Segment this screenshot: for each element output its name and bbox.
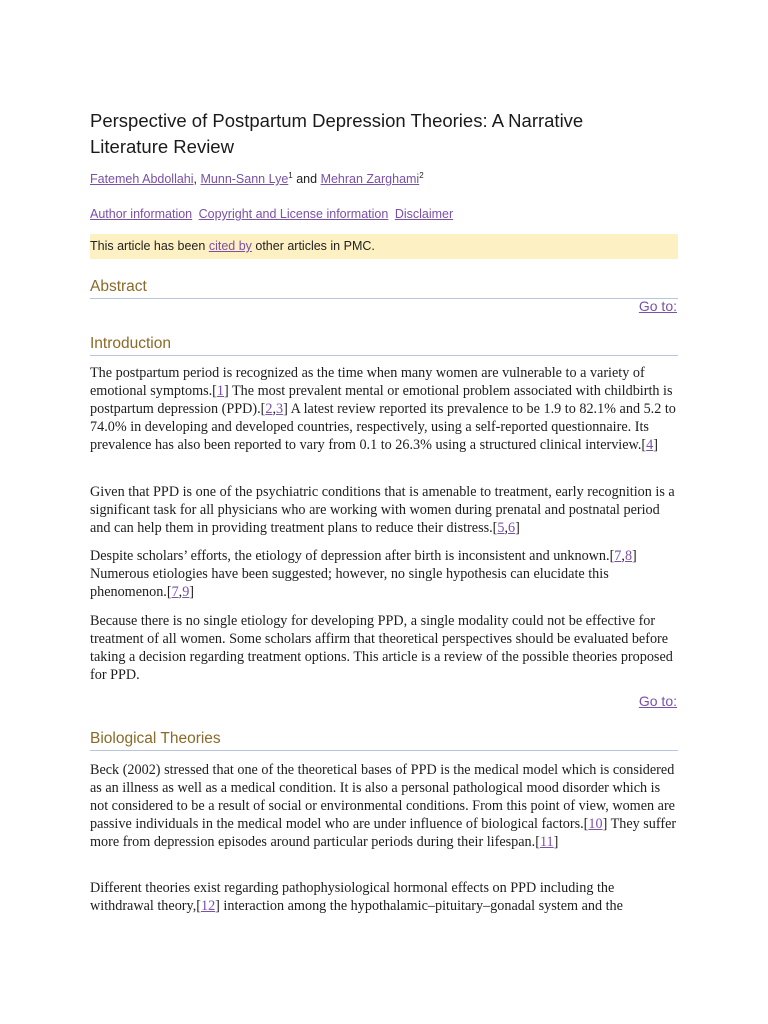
reference-link[interactable]: 7 <box>171 584 179 600</box>
disclaimer-link[interactable]: Disclaimer <box>394 207 454 221</box>
paragraph <box>90 761 678 851</box>
reference-link[interactable]: 8 <box>624 548 633 564</box>
reference-link[interactable]: 10 <box>588 816 603 832</box>
cited-prefix: This article has been <box>90 239 209 253</box>
section-heading-biological-theories: Biological Theories <box>90 729 678 751</box>
author-separator-and: and <box>292 172 321 187</box>
paragraph-text: The postpartum period is recognized as the time when many women are vulnerable to a variety of emotional symptoms.[ <box>90 365 645 399</box>
paragraph-text: , <box>504 520 509 536</box>
reference-link[interactable]: 9 <box>182 584 190 600</box>
paragraph <box>90 483 678 537</box>
copyright-link[interactable]: Copyright and License information <box>198 207 389 221</box>
section-heading-abstract: Abstract <box>90 277 678 299</box>
section-heading-introduction: Introduction <box>90 334 678 356</box>
author-link-3[interactable]: Mehran Zarghami <box>320 172 420 187</box>
paragraph-text: Beck (2002) stressed that one of the theoretical bases of PPD is the medical model which is considered as an illness as well as a medical condition. It is also a personal pathological mood disorder which is not considered to be a result of social or environmental conditions. From this point of view, women are passive individuals in the medical model who are under influence of biological factors.[ <box>90 762 675 832</box>
reference-link[interactable]: 5 <box>497 520 505 536</box>
paragraph <box>90 547 678 601</box>
reference-link[interactable]: 6 <box>508 520 516 536</box>
reference-link[interactable]: 1 <box>216 383 224 399</box>
reference-link[interactable]: 4 <box>646 437 654 453</box>
paragraph-text: ] Numerous etiologies have been suggested; however, no single hypothesis can elucidate this phenomenon.[ <box>90 548 637 600</box>
cited-by-banner <box>90 234 678 259</box>
paragraph <box>90 612 678 684</box>
paragraph-text: Different theories exist regarding pathophysiological hormonal effects on PPD including the withdrawal theory,[ <box>90 880 615 914</box>
paragraph-text: , <box>272 401 276 417</box>
reference-link[interactable]: 7 <box>614 548 622 564</box>
author-link-1[interactable]: Fatemeh Abdollahi <box>90 172 194 187</box>
goto-link[interactable]: Go to: <box>638 693 677 709</box>
author-link-2[interactable]: Munn-Sann Lye <box>200 172 289 187</box>
paragraph-text: , <box>178 584 183 600</box>
article-title: Perspective of Postpartum Depression Theories: A Narrative Literature Review <box>90 110 584 157</box>
article-meta-links <box>90 207 456 221</box>
reference-link[interactable]: 3 <box>276 401 284 417</box>
paragraph <box>90 879 678 915</box>
goto-link[interactable]: Go to: <box>638 298 677 314</box>
reference-link[interactable]: 2 <box>265 401 273 417</box>
cited-suffix: other articles in PMC. <box>251 239 375 253</box>
cited-by-link[interactable]: cited by <box>208 239 252 253</box>
paragraph-text: ] <box>653 437 658 453</box>
paragraph-text: ] They suffer more from depression episodes around particular periods during their lifespan.[ <box>90 816 677 850</box>
author-information-link[interactable]: Author information <box>90 207 193 221</box>
author-affiliation-2: 2 <box>419 171 424 180</box>
paragraph-text: , <box>621 548 625 564</box>
paragraph-text: ] <box>515 520 520 536</box>
author-separator: , <box>193 172 201 187</box>
paragraph-text: ] The most prevalent mental or emotional problem associated with childbirth is postpartum depression (PPD).[ <box>90 383 673 417</box>
author-list <box>90 171 424 186</box>
paragraph-text: Because there is no single etiology for developing PPD, a single modality could not be effective for treatment of all women. Some scholars affirm that theoretical perspectives should be evaluated before taking a decision regarding treatment options. This article is a review of the possible theories proposed for PPD. <box>90 613 673 683</box>
paragraph-text: ] A latest review reported its prevalence to be 1.9 to 82.1% and 5.2 to 74.0% in developing and developed countries, respectively, using a self-reported questionnaire. Its prevalence has also been reported to vary from 0.1 to 26.3% using a structured clinical interview.[ <box>90 401 676 453</box>
reference-link[interactable]: 12 <box>200 898 216 914</box>
paragraph-text: ] <box>553 834 559 850</box>
paragraph-text: Despite scholars’ efforts, the etiology of depression after birth is inconsistent and unknown.[ <box>90 548 615 564</box>
author-affiliation-1: 1 <box>288 171 293 180</box>
paragraph-text: ] <box>189 584 195 600</box>
reference-link[interactable]: 11 <box>539 834 554 850</box>
paragraph <box>90 364 678 454</box>
paragraph-text: ] interaction among the hypothalamic–pituitary–gonadal system and the <box>215 898 623 914</box>
paragraph-text: Given that PPD is one of the psychiatric conditions that is amenable to treatment, early recognition is a significant task for all physicians who are working with women during prenatal and postnatal period and can help them in providing treatment plans to reduce their distress.[ <box>90 484 675 536</box>
